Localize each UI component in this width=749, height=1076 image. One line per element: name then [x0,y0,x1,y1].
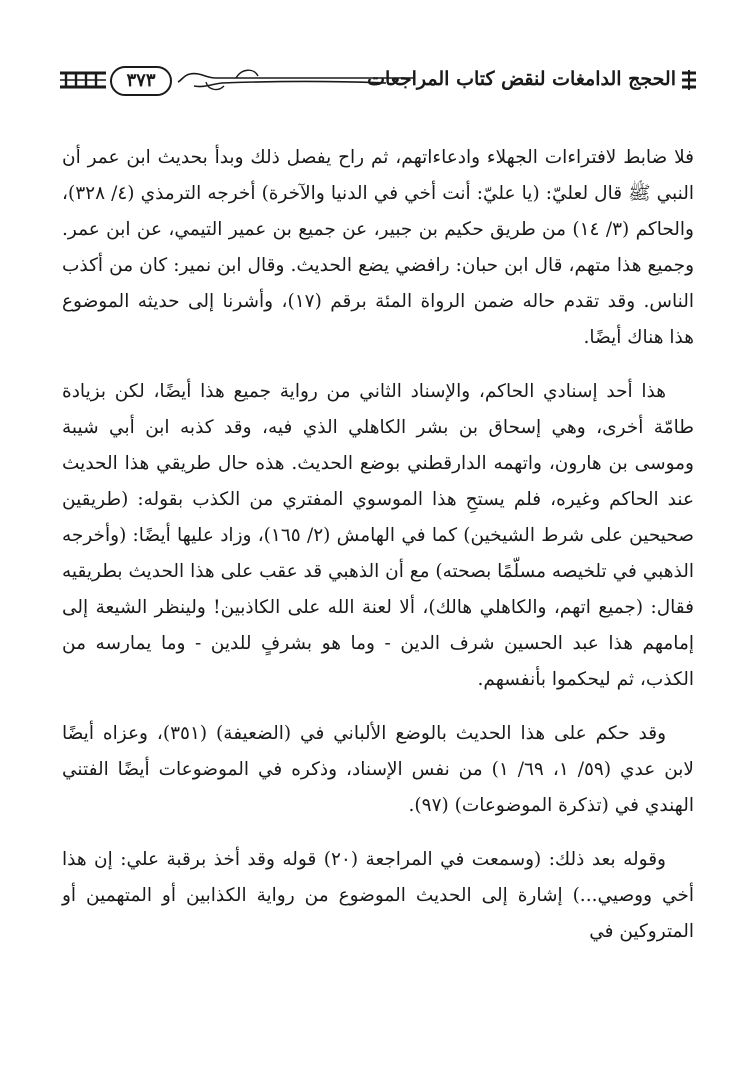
page-header [58,62,698,102]
paragraph-4-text: وقوله بعد ذلك: (وسمعت في المراجعة (٢٠) قوله وقد أخذ برقبة علي: إن هذا أخي ووصيي...) إشارة إلى الحديث الموضوع من رواية الكذابين أو المتهمين أو المتروكين في [62,849,694,942]
header-ornament-left-icon [58,69,108,91]
header-book-title: الحجج الدامغات لنقض كتاب المراجعات [367,68,676,90]
paragraph-2-text: هذا أحد إسنادي الحاكم، والإسناد الثاني من رواية جميع هذا أيضًا، لكن بزيادة طامّة أخرى، وهي إسحاق بن بشر الكاهلي الذي فيه، وقد كذبه ابن أبي شيبة وموسى بن هارون، واتهمه الدارقطني بوضع الحديث. هذه حال طريقي هذا الحديث عند الحاكم وغيره، فلم يستحِ هذا الموسوي المفتري من الكذب بقوله: (طريقين صحيحين على شرط الشيخين) كما في الهامش (٢/ ١٦٥)، وزاد عليها أيضًا: (وأخرجه الذهبي في تلخيصه مسلّمًا بصحته) مع أن الذهبي قد عقب على هذا الحديث بطريقيه فقال: (جميع اتهم، والكاهلي هالك)، ألا لعنة الله على الكاذبين! ولينظر الشيعة إلى إمامهم هذا عبد الحسين شرف الدين - وما هو بشرفٍ للدين - وما يمارسه من الكذب، ثم ليحكموا بأنفسهم. [62,381,694,690]
paragraph-4 [62,842,694,950]
header-ornament-right-icon [680,69,698,91]
header-flourish-icon [176,62,416,102]
paragraph-3-text: وقد حكم على هذا الحديث بالوضع الألباني في (الضعيفة) (٣٥١)، وعزاه أيضًا لابن عدي (٥٩/ ١، ٦٩/ ١) من نفس الإسناد، وذكره في الموضوعات أيضًا الفتني الهندي في (تذكرة الموضوعات) (٩٧). [62,723,694,816]
page-number: ٣٧٣ [110,66,172,96]
paragraph-3 [62,716,694,824]
paragraph-1-text: فلا ضابط لافتراءات الجهلاء وادعاءاتهم، ثم راح يفصل ذلك وبدأ بحديث ابن عمر أن النبي ﷺ قال لعليّ: (يا عليّ: أنت أخي في الدنيا والآخرة) أخرجه الترمذي (٤/ ٣٢٨)، والحاكم (٣/ ١٤) من طريق حكيم بن جبير، عن جميع بن عمير التيمي، عن ابن عمر. وجميع هذا متهم، قال ابن حبان: رافضي يضع الحديث. وقال ابن نمير: كان من أكذب الناس. وقد تقدم حاله ضمن الرواة المئة برقم (١٧)، وأشرنا إلى حديثه الموضوع هذا هناك أيضًا. [62,147,694,348]
paragraph-2 [62,374,694,698]
paragraph-1 [62,140,694,356]
page-body [62,140,694,950]
